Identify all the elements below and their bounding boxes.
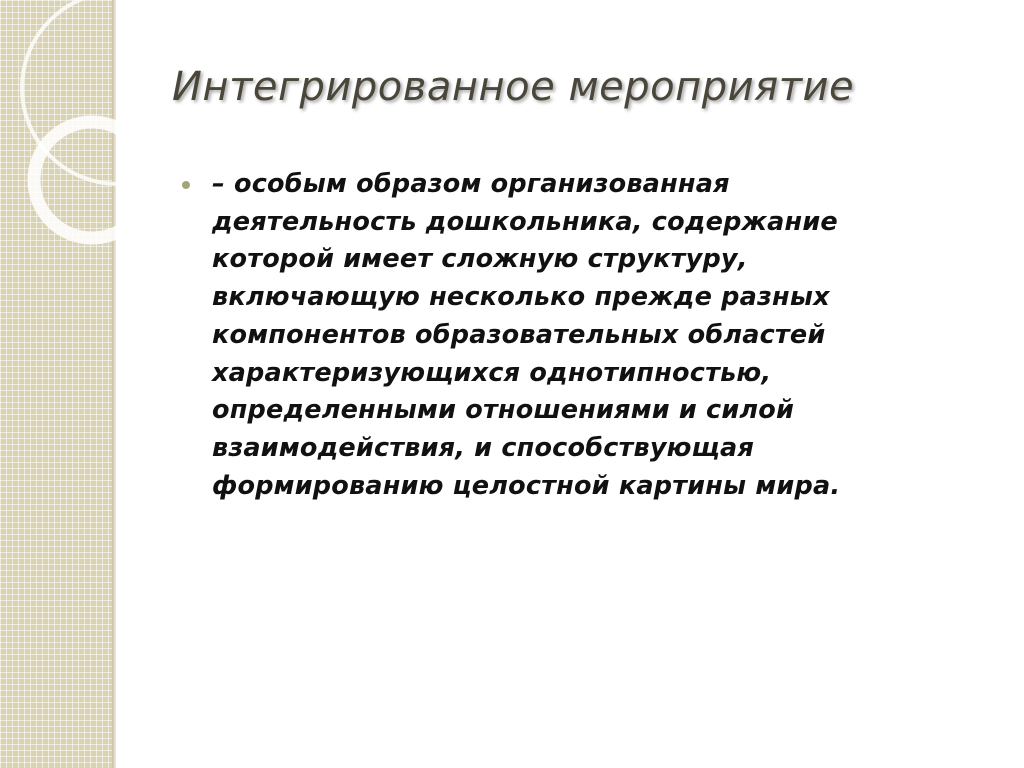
bullet-item	[182, 166, 982, 505]
bullet-text-line-5: компонентов образовательных областей	[212, 319, 826, 350]
bullet-text-line-7: определенными отношениями и силой	[212, 395, 795, 426]
side-decor-panel	[0, 0, 112, 768]
bullet-text-line-9: формированию целостной картины мира.	[212, 470, 841, 501]
side-panel-edge	[112, 0, 116, 768]
bullet-dot-icon	[182, 181, 190, 189]
bullet-text-line-6: характеризующихся однотипностью,	[212, 357, 772, 388]
bullet-text-line-4: включающую несколько прежде разных	[212, 282, 830, 313]
bullet-list	[182, 166, 982, 505]
bullet-text-line-3: которой имеет сложную структуру,	[212, 244, 748, 275]
bullet-text-line-1: – особым образом организованная	[212, 169, 730, 199]
slide-title: Интегрированное мероприятие	[172, 64, 855, 110]
bullet-text-line-2: деятельность дошкольника, содержание	[212, 206, 838, 237]
bullet-text-line-8: взаимодействия, и способствующая	[212, 432, 755, 463]
